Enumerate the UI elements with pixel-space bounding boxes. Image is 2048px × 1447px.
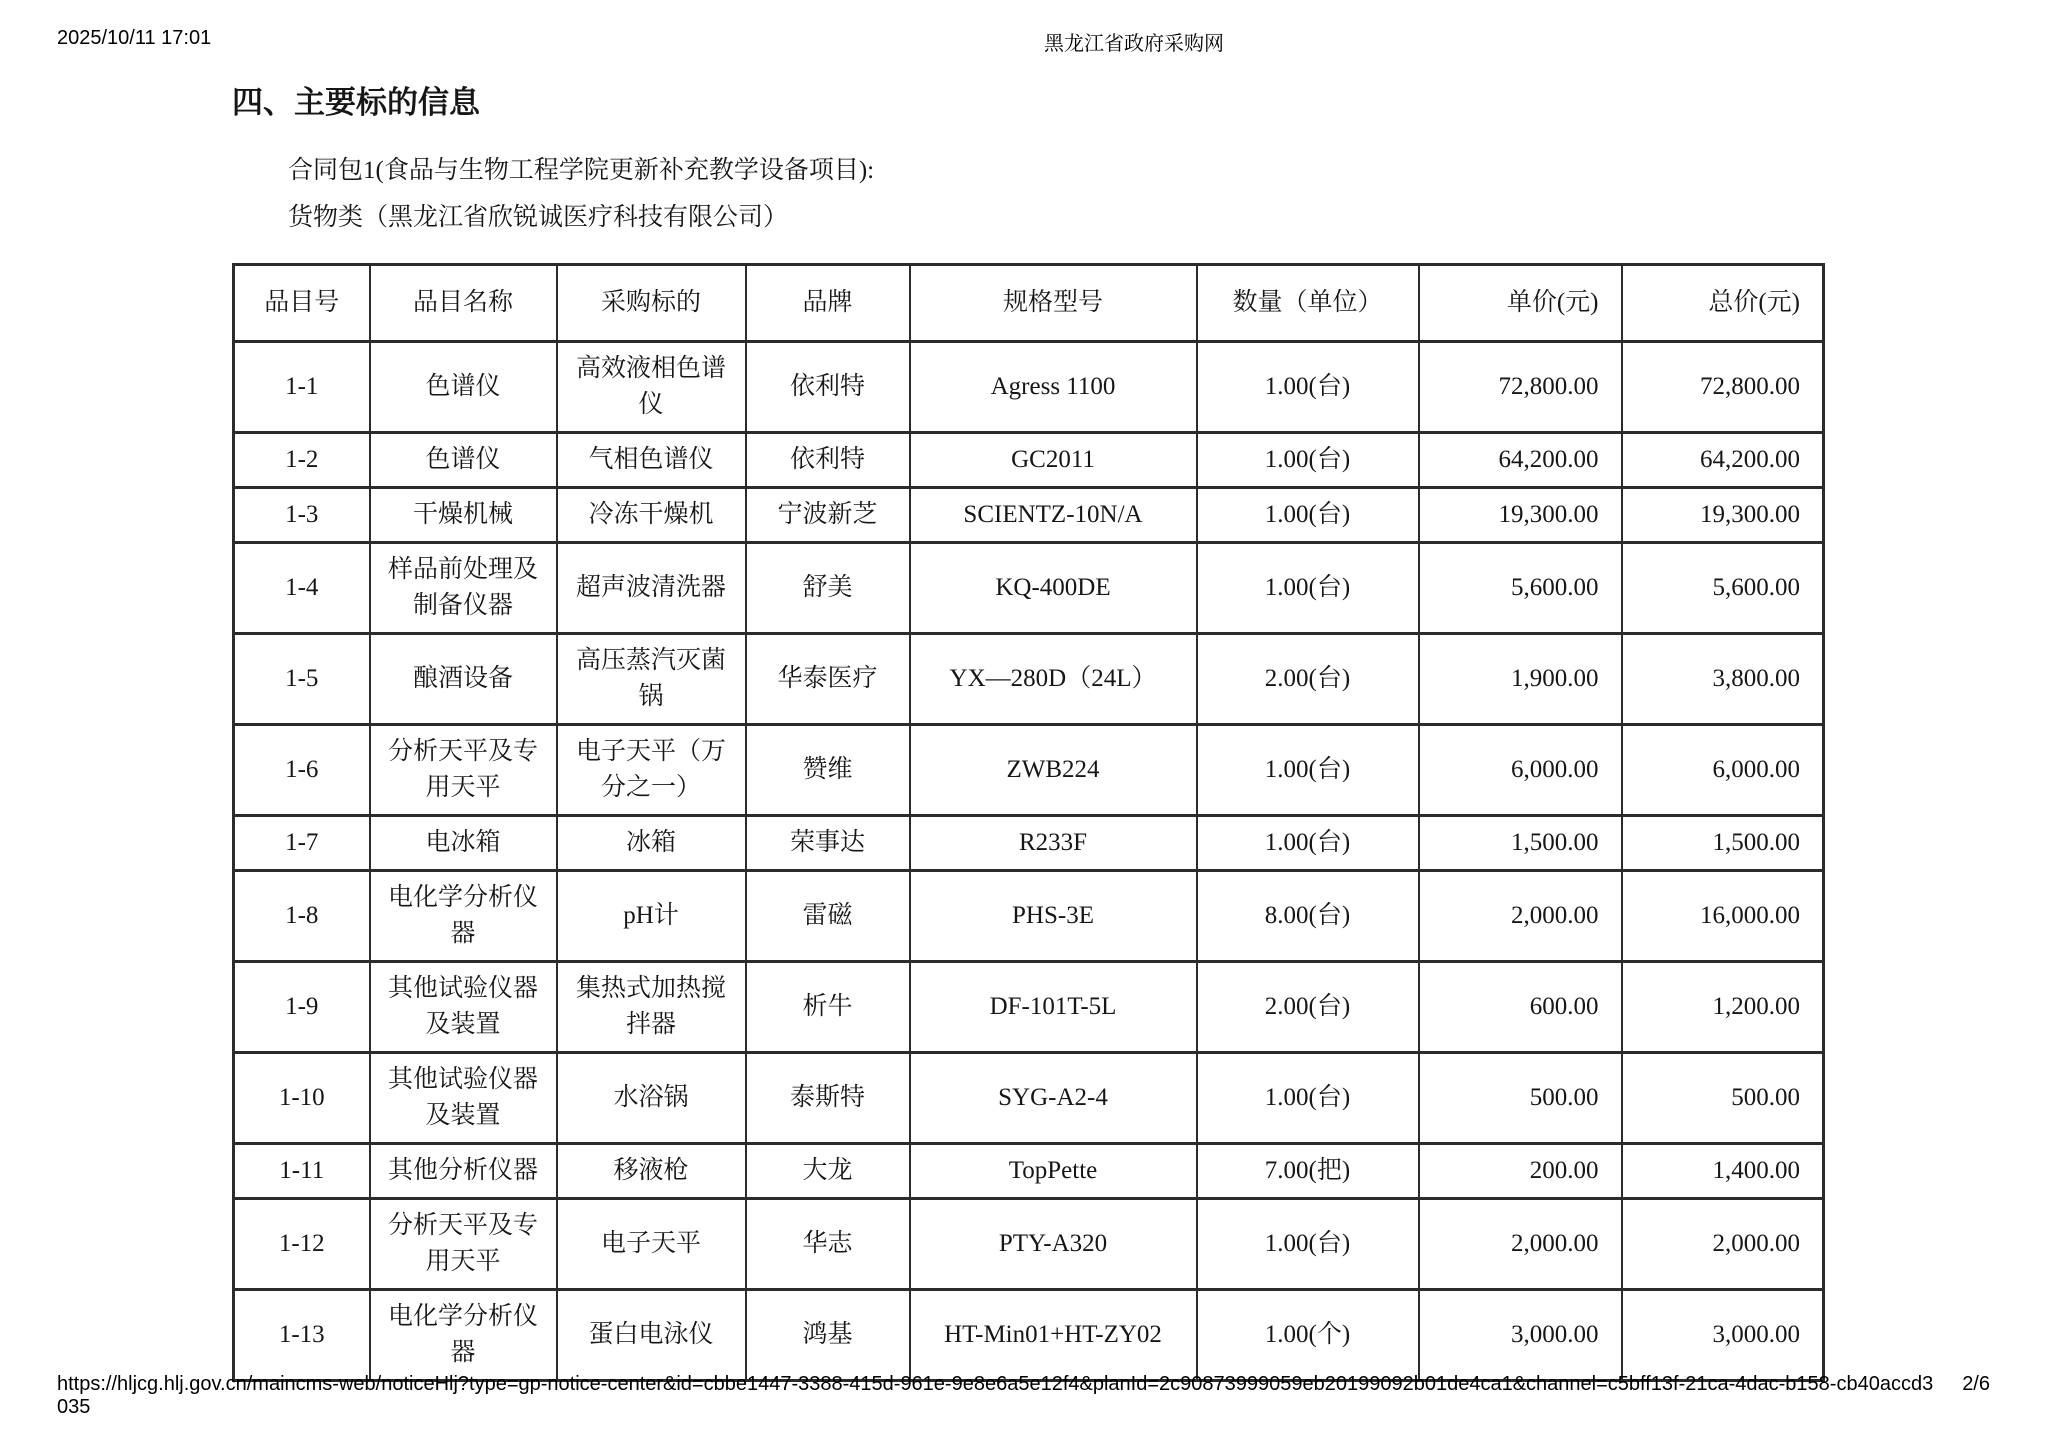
- table-cell: 2.00(台): [1197, 962, 1419, 1053]
- table-row: [234, 725, 1824, 816]
- table-header-cell: 数量（单位）: [1197, 265, 1419, 342]
- table-cell: 1.00(台): [1197, 342, 1419, 433]
- table-cell: 1.00(台): [1197, 816, 1419, 871]
- table-cell: 集热式加热搅拌器: [557, 962, 746, 1053]
- table-cell: 样品前处理及制备仪器: [370, 543, 557, 634]
- table-cell: 水浴锅: [557, 1053, 746, 1144]
- print-timestamp: 2025/10/11 17:01: [57, 27, 212, 49]
- table-cell: 1-8: [234, 871, 370, 962]
- table-cell: PTY-A320: [910, 1199, 1197, 1290]
- table-cell: 5,600.00: [1622, 543, 1824, 634]
- document-page: [232, 0, 1822, 1382]
- table-cell: 电子天平: [557, 1199, 746, 1290]
- table-cell: 1-1: [234, 342, 370, 433]
- table-header-cell: 品目号: [234, 265, 370, 342]
- category-line: 货物类（黑龙江省欣锐诚医疗科技有限公司）: [288, 204, 789, 231]
- table-cell: 分析天平及专用天平: [370, 725, 557, 816]
- table-cell: 200.00: [1419, 1144, 1622, 1199]
- table-cell: 1,900.00: [1419, 634, 1622, 725]
- table-cell: 1-13: [234, 1290, 370, 1381]
- table-cell: 6,000.00: [1622, 725, 1824, 816]
- table-cell: 舒美: [746, 543, 910, 634]
- table-cell: 1-11: [234, 1144, 370, 1199]
- table-cell: 1,400.00: [1622, 1144, 1824, 1199]
- table-cell: 鸿基: [746, 1290, 910, 1381]
- table-cell: KQ-400DE: [910, 543, 1197, 634]
- table-row: [234, 543, 1824, 634]
- table-cell: 1.00(个): [1197, 1290, 1419, 1381]
- table-cell: 1.00(台): [1197, 1053, 1419, 1144]
- table-cell: 蛋白电泳仪: [557, 1290, 746, 1381]
- table-header-cell: 品目名称: [370, 265, 557, 342]
- table-cell: 500.00: [1622, 1053, 1824, 1144]
- table-cell: 1.00(台): [1197, 433, 1419, 488]
- table-cell: 依利特: [746, 342, 910, 433]
- table-cell: 19,300.00: [1419, 488, 1622, 543]
- table-header-cell: 采购标的: [557, 265, 746, 342]
- table-cell: 500.00: [1419, 1053, 1622, 1144]
- table-cell: 1-7: [234, 816, 370, 871]
- site-title: 黑龙江省政府采购网: [1044, 33, 1224, 55]
- table-cell: 其他试验仪器及装置: [370, 962, 557, 1053]
- table-cell: 16,000.00: [1622, 871, 1824, 962]
- table-cell: 2,000.00: [1622, 1199, 1824, 1290]
- table-cell: 64,200.00: [1419, 433, 1622, 488]
- table-cell: 色谱仪: [370, 342, 557, 433]
- table-cell: 7.00(把): [1197, 1144, 1419, 1199]
- items-table: [232, 263, 1825, 1382]
- table-cell: 电子天平（万分之一）: [557, 725, 746, 816]
- table-cell: 电化学分析仪器: [370, 871, 557, 962]
- table-cell: 华志: [746, 1199, 910, 1290]
- table-cell: 析牛: [746, 962, 910, 1053]
- table-cell: SYG-A2-4: [910, 1053, 1197, 1144]
- table-cell: 其他分析仪器: [370, 1144, 557, 1199]
- table-cell: 气相色谱仪: [557, 433, 746, 488]
- table-row: [234, 1053, 1824, 1144]
- table-cell: 1-4: [234, 543, 370, 634]
- table-header-cell: 规格型号: [910, 265, 1197, 342]
- table-cell: 高压蒸汽灭菌锅: [557, 634, 746, 725]
- table-cell: 1-2: [234, 433, 370, 488]
- table-header-row: [234, 265, 1824, 342]
- table-cell: 2.00(台): [1197, 634, 1419, 725]
- table-cell: 雷磁: [746, 871, 910, 962]
- table-header-cell: 品牌: [746, 265, 910, 342]
- section-heading: 四、主要标的信息: [232, 85, 480, 120]
- table-row: [234, 962, 1824, 1053]
- table-cell: 依利特: [746, 433, 910, 488]
- page-number: 2/6: [1962, 1373, 1990, 1395]
- table-cell: 1-3: [234, 488, 370, 543]
- table-cell: 电冰箱: [370, 816, 557, 871]
- contract-package-line: 合同包1(食品与生物工程学院更新补充教学设备项目):: [288, 157, 875, 184]
- table-cell: 冰箱: [557, 816, 746, 871]
- table-cell: 72,800.00: [1419, 342, 1622, 433]
- table-cell: 其他试验仪器及装置: [370, 1053, 557, 1144]
- table-cell: 宁波新芝: [746, 488, 910, 543]
- table-header-cell: 总价(元): [1622, 265, 1824, 342]
- table-cell: R233F: [910, 816, 1197, 871]
- print-footer: [57, 1373, 1990, 1419]
- table-cell: PHS-3E: [910, 871, 1197, 962]
- table-cell: YX—280D（24L）: [910, 634, 1197, 725]
- table-cell: SCIENTZ-10N/A: [910, 488, 1197, 543]
- table-row: [234, 433, 1824, 488]
- table-cell: pH计: [557, 871, 746, 962]
- table-cell: 1,500.00: [1419, 816, 1622, 871]
- table-cell: 荣事达: [746, 816, 910, 871]
- table-header-cell: 单价(元): [1419, 265, 1622, 342]
- table-cell: 8.00(台): [1197, 871, 1419, 962]
- table-cell: 1.00(台): [1197, 725, 1419, 816]
- table-row: [234, 871, 1824, 962]
- table-row: [234, 488, 1824, 543]
- table-cell: 2,000.00: [1419, 1199, 1622, 1290]
- table-cell: 大龙: [746, 1144, 910, 1199]
- table-cell: 超声波清洗器: [557, 543, 746, 634]
- table-cell: TopPette: [910, 1144, 1197, 1199]
- table-cell: 酿酒设备: [370, 634, 557, 725]
- table-cell: 19,300.00: [1622, 488, 1824, 543]
- table-cell: 5,600.00: [1419, 543, 1622, 634]
- table-cell: Agress 1100: [910, 342, 1197, 433]
- table-cell: 1-5: [234, 634, 370, 725]
- table-cell: 移液枪: [557, 1144, 746, 1199]
- table-row: [234, 1199, 1824, 1290]
- table-row: [234, 634, 1824, 725]
- table-row: [234, 342, 1824, 433]
- table-cell: 1.00(台): [1197, 543, 1419, 634]
- table-cell: 1-6: [234, 725, 370, 816]
- table-cell: HT-Min01+HT-ZY02: [910, 1290, 1197, 1381]
- table-cell: 2,000.00: [1419, 871, 1622, 962]
- footer-url: https://hljcg.hlj.gov.cn/maincms-web/noticeHlj?type=gp-notice-center&id=cbbe1447-3388-415d-961e-9e8e6a5e12f4&planId=2c90873999059eb20199092b01de4ca1&channel=c5bff13f-21ca-4dac-b158-cb40accd3035: [57, 1373, 1934, 1418]
- table-cell: 色谱仪: [370, 433, 557, 488]
- table-cell: 72,800.00: [1622, 342, 1824, 433]
- table-cell: 华泰医疗: [746, 634, 910, 725]
- table-cell: 泰斯特: [746, 1053, 910, 1144]
- table-cell: 6,000.00: [1419, 725, 1622, 816]
- table-cell: 3,000.00: [1622, 1290, 1824, 1381]
- table-cell: 电化学分析仪器: [370, 1290, 557, 1381]
- table-cell: 高效液相色谱仪: [557, 342, 746, 433]
- table-row: [234, 1144, 1824, 1199]
- table-row: [234, 1290, 1824, 1381]
- table-cell: DF-101T-5L: [910, 962, 1197, 1053]
- table-cell: 1,200.00: [1622, 962, 1824, 1053]
- table-cell: 1.00(台): [1197, 488, 1419, 543]
- table-cell: 冷冻干燥机: [557, 488, 746, 543]
- table-cell: GC2011: [910, 433, 1197, 488]
- table-cell: 1-9: [234, 962, 370, 1053]
- table-cell: 赞维: [746, 725, 910, 816]
- table-cell: 64,200.00: [1622, 433, 1824, 488]
- table-body: [234, 342, 1824, 1381]
- table-cell: 3,800.00: [1622, 634, 1824, 725]
- table-cell: 1-10: [234, 1053, 370, 1144]
- table-cell: 干燥机械: [370, 488, 557, 543]
- table-cell: 1.00(台): [1197, 1199, 1419, 1290]
- table-cell: 分析天平及专用天平: [370, 1199, 557, 1290]
- table-cell: 600.00: [1419, 962, 1622, 1053]
- table-cell: 1,500.00: [1622, 816, 1824, 871]
- table-cell: ZWB224: [910, 725, 1197, 816]
- table-cell: 1-12: [234, 1199, 370, 1290]
- table-row: [234, 816, 1824, 871]
- table-cell: 3,000.00: [1419, 1290, 1622, 1381]
